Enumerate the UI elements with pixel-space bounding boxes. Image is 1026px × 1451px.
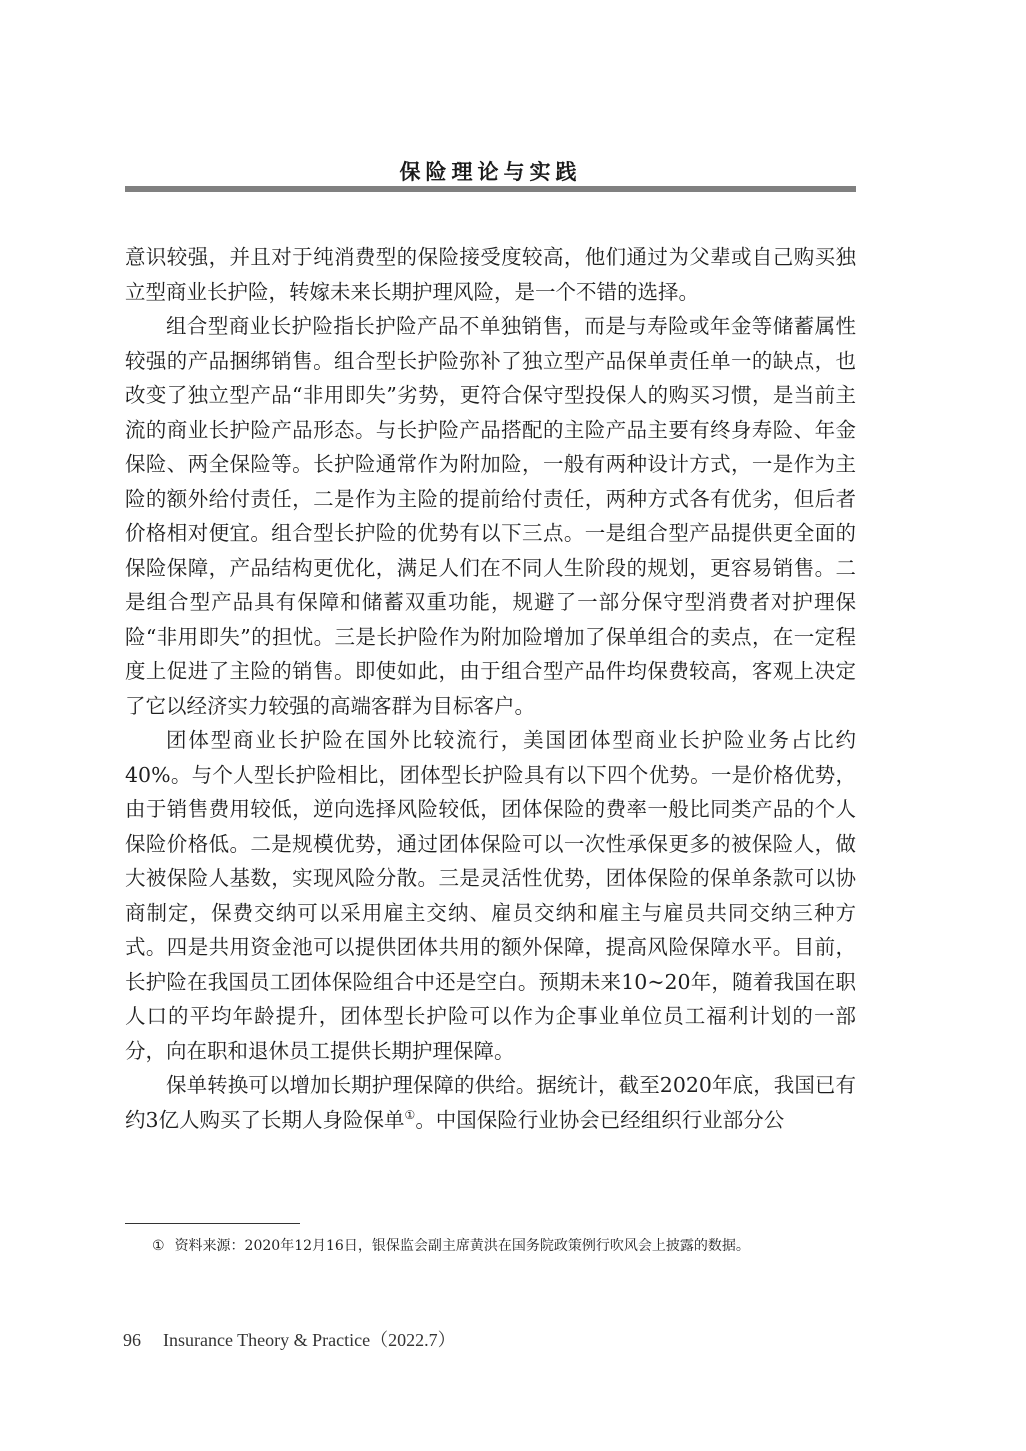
journal-name: Insurance Theory & Practice（2022.7） xyxy=(163,1330,456,1350)
header-divider xyxy=(125,186,856,192)
running-header-title: 保险理论与实践 xyxy=(399,159,582,184)
article-body xyxy=(125,240,856,1137)
page-footer xyxy=(123,1326,456,1352)
page-number: 96 xyxy=(123,1330,141,1350)
footnote-reference[interactable]: ① xyxy=(404,1107,416,1122)
paragraph-3: 团体型商业长护险在国外比较流行，美国团体型商业长护险业务占比约40%。与个人型长护险相比，团体型长护险具有以下四个优势。一是价格优势，由于销售费用较低，逆向选择风险较低，团体保险的费率一般比同类产品的个人保险价格低。二是规模优势，通过团体保险可以一次性承保更多的被保险人，做大被保险人基数，实现风险分散。三是灵活性优势，团体保险的保单条款可以协商制定，保费交纳可以采用雇主交纳、雇员交纳和雇主与雇员共同交纳三种方式。四是共用资金池可以提供团体共用的额外保障，提高风险保障水平。目前，长护险在我国员工团体保险组合中还是空白。预期未来10~20年，随着我国在职人口的平均年龄提升，团体型长护险可以作为企事业单位员工福利计划的一部分，向在职和退休员工提供长期护理保障。 xyxy=(125,728,856,1063)
footnote xyxy=(152,1236,852,1256)
footnote-text: 资料来源：2020年12月16日，银保监会副主席黄洪在国务院政策例行吹风会上披露的数据。 xyxy=(174,1238,750,1254)
paragraph-2: 组合型商业长护险指长护险产品不单独销售，而是与寿险或年金等储蓄属性较强的产品捆绑销售。组合型长护险弥补了独立型产品保单责任单一的缺点，也改变了独立型产品“非用即失”劣势，更符合保守型投保人的购买习惯，是当前主流的商业长护险产品形态。与长护险产品搭配的主险产品主要有终身寿险、年金保险、两全保险等。长护险通常作为附加险，一般有两种设计方式，一是作为主险的额外给付责任，二是作为主险的提前给付责任，两种方式各有优劣，但后者价格相对便宜。组合型长护险的优势有以下三点。一是组合型产品提供更全面的保险保障，产品结构更优化，满足人们在不同人生阶段的规划，更容易销售。二是组合型产品具有保障和储蓄双重功能，规避了一部分保守型消费者对护理保险“非用即失”的担忧。三是长护险作为附加险增加了保单组合的卖点，在一定程度上促进了主险的销售。即使如此，由于组合型产品件均保费较高，客观上决定了它以经济实力较强的高端客群为目标客户。 xyxy=(125,314,856,718)
footnote-marker: ① xyxy=(152,1238,165,1254)
footnote-divider xyxy=(125,1223,300,1224)
paragraph-4-text-after: 。中国保险行业协会已经组织行业部分公 xyxy=(415,1107,785,1132)
paragraph-4 xyxy=(125,1068,856,1137)
paragraph-1: 意识较强，并且对于纯消费型的保险接受度较高，他们通过为父辈或自己购买独立型商业长护险，转嫁未来长期护理风险，是一个不错的选择。 xyxy=(125,245,856,304)
paragraph-4-text: 保单转换可以增加长期护理保障的供给。据统计，截至2020年底，我国已有约3亿人购买了长期人身险保单 xyxy=(125,1073,856,1132)
